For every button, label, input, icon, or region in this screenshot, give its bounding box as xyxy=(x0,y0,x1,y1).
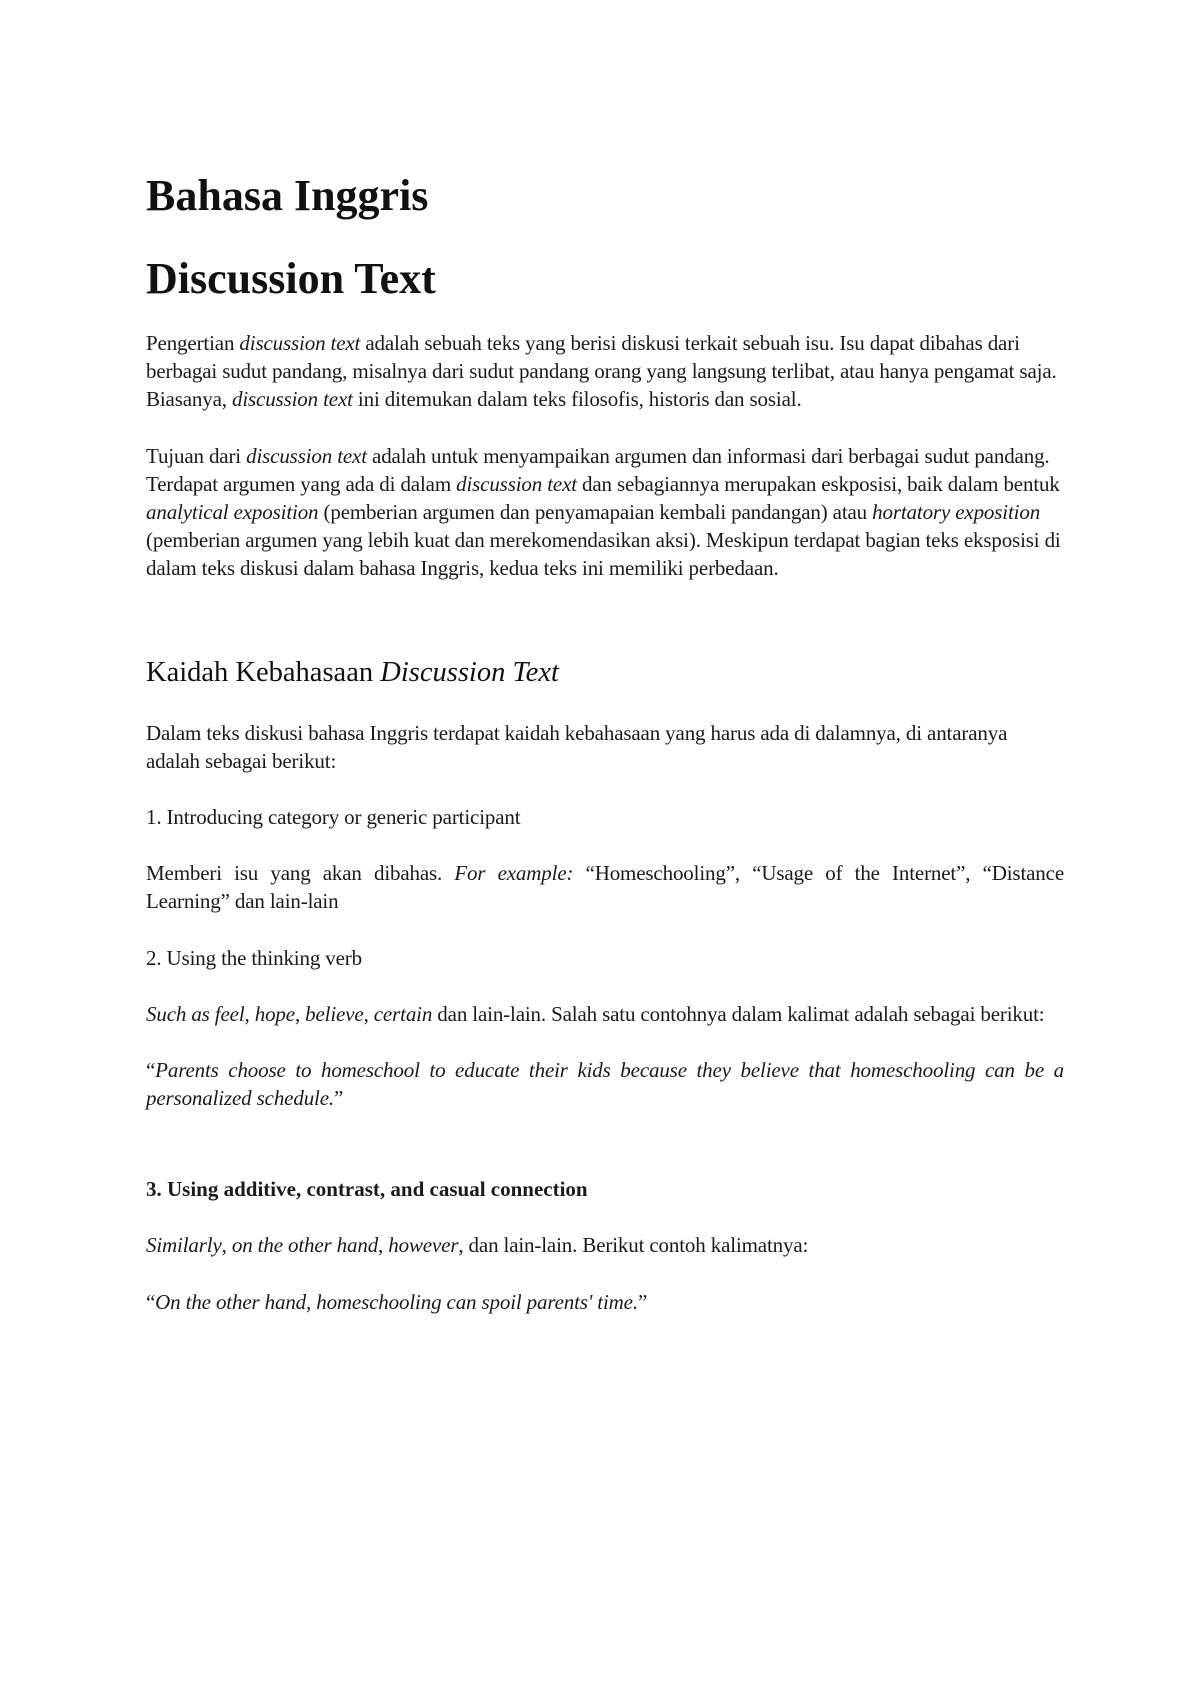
document-page xyxy=(146,170,1064,1316)
paragraph-purpose: Tujuan dari discussion text adalah untuk menyampaikan argumen dan informasi dari berbagai sudut pandang. Terdapat argumen yang ada di dalam discussion text dan sebagiannya merupakan eskposisi, baik dalam bentuk analytical exposition (pemberian argumen dan penyamapaian kembali pandangan) atau hortatory exposition (pemberian argumen yang lebih kuat dan merekomendasikan aksi). Meskipun terdapat bagian teks eksposisi di dalam teks diskusi dalam bahasa Inggris, kedua teks ini memiliki perbedaan. xyxy=(146,443,1061,581)
paragraph-item-3: Similarly, on the other hand, however, dan lain-lain. Berikut contoh kalimatnya: xyxy=(146,1233,809,1258)
paragraph-item-1: Memberi isu yang akan dibahas. For example: “Homeschooling”, “Usage of the Internet”, “Distance Learning” dan lain-lain xyxy=(146,861,1065,914)
paragraph-kaidah-intro: Dalam teks diskusi bahasa Inggris terdapat kaidah kebahasaan yang harus ada di dalamnya, di antaranya adalah sebagai berikut: xyxy=(146,720,1008,773)
document-title: Bahasa Inggris xyxy=(146,171,429,220)
list-item-2: 2. Using the thinking verb xyxy=(146,945,362,970)
list-item-3: 3. Using additive, contrast, and casual connection xyxy=(146,1177,588,1202)
section-heading-kaidah: Kaidah Kebahasaan Discussion Text xyxy=(146,656,559,688)
paragraph-item-2: Such as feel, hope, believe, certain dan lain-lain. Salah satu contohnya dalam kalimat adalah sebagai berikut: xyxy=(146,1001,1045,1026)
list-item-1: 1. Introducing category or generic participant xyxy=(146,805,521,830)
paragraph-definition: Pengertian discussion text adalah sebuah teks yang berisi diskusi terkait sebuah isu. Isu dapat dibahas dari berbagai sudut pandang, misalnya dari sudut pandang orang yang langsung terlibat, atau hanya pengamat saja. Biasanya, discussion text ini ditemukan dalam teks filosofis, historis dan sosial. xyxy=(146,331,1057,412)
example-quote-2: “On the other hand, homeschooling can spoil parents' time.” xyxy=(146,1289,648,1314)
document-subtitle: Discussion Text xyxy=(146,254,436,303)
example-quote-1: “Parents choose to homeschool to educate their kids because they believe that homeschooling can be a personalized schedule.” xyxy=(146,1058,1064,1111)
